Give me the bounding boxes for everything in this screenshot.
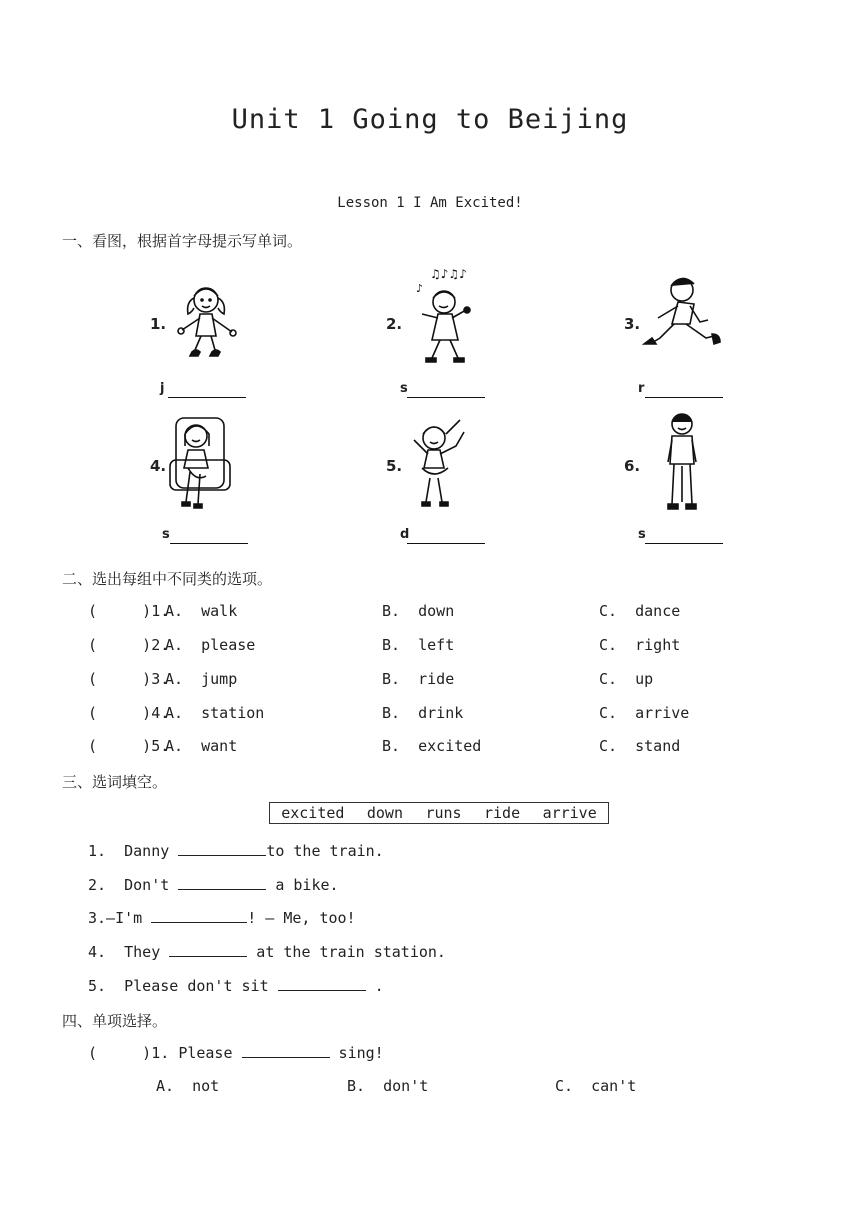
question-paren[interactable]: ( )5. bbox=[88, 737, 170, 755]
picture-6-number: 6. bbox=[624, 457, 641, 475]
fill-in-sentence bbox=[88, 841, 384, 860]
svg-text:♫♪♫♪: ♫♪♫♪ bbox=[430, 267, 467, 281]
word-bank-item: runs bbox=[425, 804, 462, 822]
page-title: Unit 1 Going to Beijing bbox=[231, 104, 629, 135]
picture-3-hint: r bbox=[638, 381, 645, 396]
fill-in-sentence bbox=[88, 908, 356, 927]
section-3-heading: 三、选词填空。 bbox=[62, 773, 168, 791]
sentence-end: a bike. bbox=[266, 876, 339, 894]
picture-6-hint: s bbox=[638, 527, 646, 542]
answer-blank[interactable] bbox=[151, 908, 247, 923]
sentence-start: 3.—I'm bbox=[88, 909, 152, 927]
section-4-heading: 四、单项选择。 bbox=[62, 1012, 168, 1030]
sentence-start: 4. They bbox=[88, 943, 170, 961]
picture-5-number: 5. bbox=[386, 457, 403, 475]
option-c: C. arrive bbox=[599, 704, 690, 722]
option-b: B. down bbox=[382, 602, 455, 620]
picture-3-number: 3. bbox=[624, 315, 641, 333]
svg-text:♪: ♪ bbox=[416, 282, 424, 295]
sentence-end: sing! bbox=[329, 1044, 384, 1062]
option-a: A. station bbox=[165, 704, 265, 722]
sentence-start: 1. Danny bbox=[88, 842, 179, 860]
sentence-start: 5. Please don't sit bbox=[88, 977, 278, 995]
word-bank bbox=[269, 802, 609, 824]
sentence-start: Please bbox=[178, 1044, 242, 1062]
standing-boy-icon bbox=[662, 410, 702, 518]
jumping-girl-icon bbox=[170, 282, 242, 368]
picture-1-answer-line bbox=[168, 397, 246, 398]
option-c: C. dance bbox=[599, 602, 681, 620]
fill-in-sentence bbox=[88, 942, 446, 961]
lesson-title: Lesson 1 I Am Excited! bbox=[337, 195, 523, 211]
word-bank-item: ride bbox=[484, 804, 521, 822]
option-b: B. ride bbox=[382, 670, 455, 688]
running-boy-icon bbox=[642, 274, 726, 366]
answer-blank[interactable] bbox=[178, 875, 266, 890]
answer-blank[interactable] bbox=[278, 976, 366, 991]
option-b: B. left bbox=[382, 636, 455, 654]
multiple-choice-question bbox=[88, 1043, 384, 1062]
picture-6-answer-line bbox=[645, 543, 723, 544]
word-bank-item: down bbox=[366, 804, 403, 822]
question-paren[interactable]: ( )1. bbox=[88, 602, 170, 620]
option-b: B. drink bbox=[382, 704, 464, 722]
answer-blank[interactable] bbox=[178, 841, 266, 856]
option-c: C. up bbox=[599, 670, 654, 688]
sentence-start: 2. Don't bbox=[88, 876, 179, 894]
option-c: C. right bbox=[599, 636, 681, 654]
picture-5-hint: d bbox=[400, 527, 410, 542]
picture-2-hint: s bbox=[400, 381, 408, 396]
section-2-heading: 二、选出每组中不同类的选项。 bbox=[62, 570, 273, 588]
mc-option-a: A. not bbox=[156, 1077, 220, 1095]
option-a: A. want bbox=[165, 737, 238, 755]
sentence-end: . bbox=[365, 977, 384, 995]
answer-blank[interactable] bbox=[169, 942, 247, 957]
option-c: C. stand bbox=[599, 737, 681, 755]
option-b: B. excited bbox=[382, 737, 482, 755]
word-bank-item: excited bbox=[281, 804, 345, 822]
singing-girl-icon bbox=[410, 266, 478, 370]
picture-1-number: 1. bbox=[150, 315, 167, 333]
picture-4-hint: s bbox=[162, 527, 170, 542]
fill-in-sentence bbox=[88, 976, 384, 995]
sitting-girl-icon bbox=[166, 412, 234, 514]
question-paren[interactable]: ( )1. bbox=[88, 1044, 170, 1062]
dancing-girl-icon bbox=[406, 414, 468, 518]
mc-option-b: B. don't bbox=[347, 1077, 429, 1095]
option-a: A. please bbox=[165, 636, 256, 654]
picture-5-answer-line bbox=[407, 543, 485, 544]
sentence-end: ! — Me, too! bbox=[247, 909, 356, 927]
answer-blank[interactable] bbox=[242, 1043, 330, 1058]
picture-1-hint: j bbox=[160, 381, 165, 396]
option-a: A. walk bbox=[165, 602, 238, 620]
question-paren[interactable]: ( )2. bbox=[88, 636, 170, 654]
question-paren[interactable]: ( )3. bbox=[88, 670, 170, 688]
word-bank-item: arrive bbox=[542, 804, 597, 822]
picture-3-answer-line bbox=[645, 397, 723, 398]
fill-in-sentence bbox=[88, 875, 339, 894]
picture-2-answer-line bbox=[407, 397, 485, 398]
mc-option-c: C. can't bbox=[555, 1077, 637, 1095]
section-1-heading: 一、看图，根据首字母提示写单词。 bbox=[62, 232, 303, 250]
question-paren[interactable]: ( )4. bbox=[88, 704, 170, 722]
option-a: A. jump bbox=[165, 670, 238, 688]
picture-2-number: 2. bbox=[386, 315, 403, 333]
sentence-end: to the train. bbox=[266, 842, 384, 860]
picture-4-answer-line bbox=[170, 543, 248, 544]
sentence-end: at the train station. bbox=[247, 943, 446, 961]
picture-4-number: 4. bbox=[150, 457, 167, 475]
